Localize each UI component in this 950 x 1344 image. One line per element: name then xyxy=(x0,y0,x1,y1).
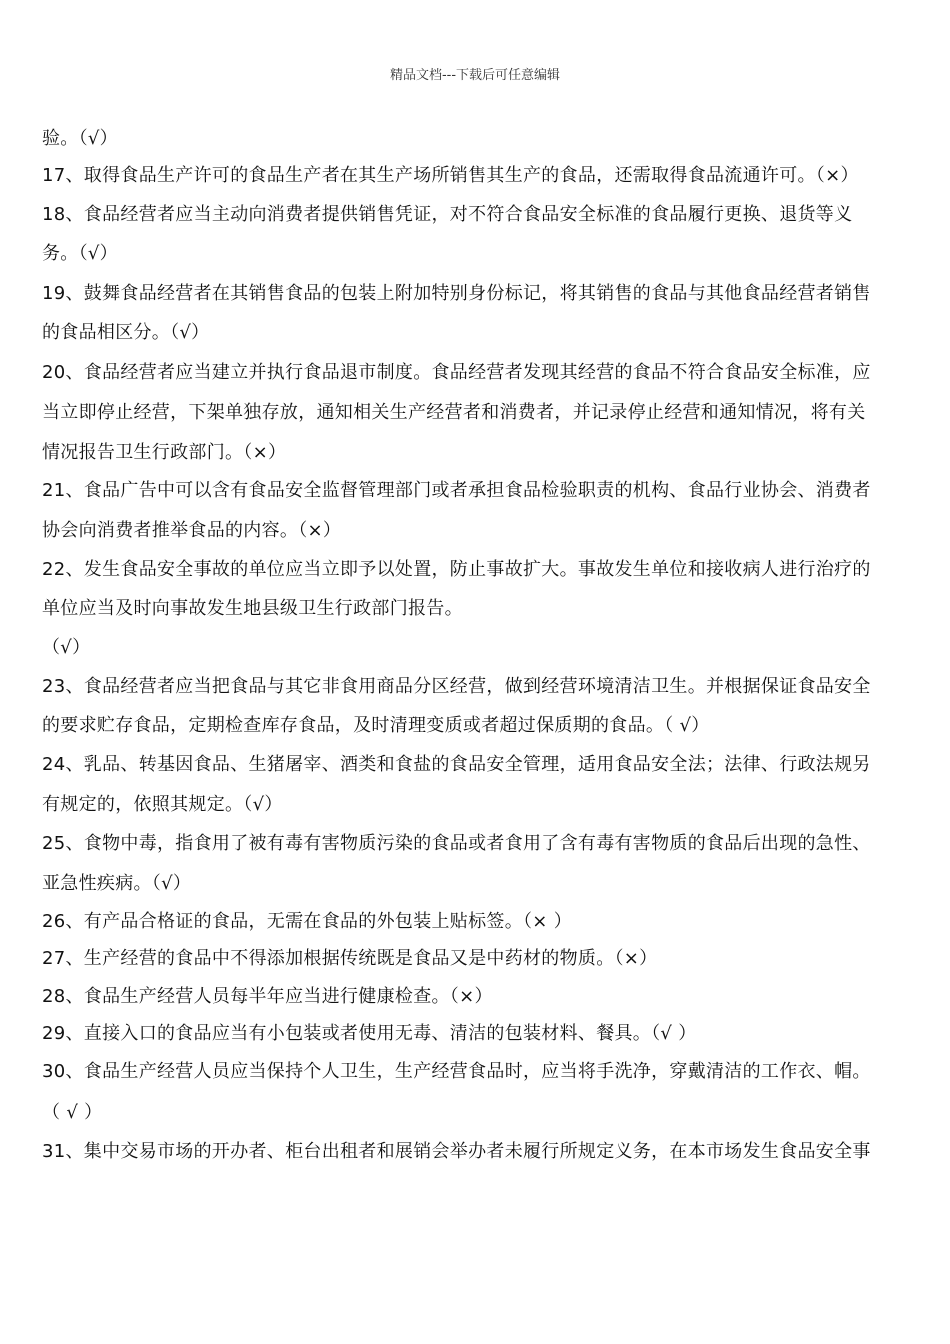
text-line: 26、有产品合格证的食品，无需在食品的外包装上贴标签。（× ） xyxy=(42,911,573,932)
text-line: 的食品相区分。（√） xyxy=(42,322,210,343)
text-line: 的要求贮存食品，定期检查库存食品，及时清理变质或者超过保质期的食品。（ √） xyxy=(42,715,710,736)
text-line: 协会向消费者推举食品的内容。（×） xyxy=(42,520,342,541)
text-line: 19、鼓舞食品经营者在其销售食品的包装上附加特别身份标记，将其销售的食品与其他食品经营者销售 xyxy=(42,283,871,304)
text-line: 17、取得食品生产许可的食品生产者在其生产场所销售其生产的食品，还需取得食品流通许可。（×） xyxy=(42,165,859,186)
text-line: 有规定的，依照其规定。（√） xyxy=(42,794,283,815)
text-line: 情况报告卫生行政部门。（×） xyxy=(42,442,287,463)
text-line: （ √ ） xyxy=(42,1102,103,1123)
text-line: 28、食品生产经营人员每半年应当进行健康检查。（×） xyxy=(42,986,493,1007)
text-line: 单位应当及时向事故发生地县级卫生行政部门报告。 xyxy=(42,598,463,619)
text-line: 22、发生食品安全事故的单位应当立即予以处置，防止事故扩大。事故发生单位和接收病人进行治疗的 xyxy=(42,559,871,580)
text-line: 25、食物中毒，指食用了被有毒有害物质污染的食品或者食用了含有毒有害物质的食品后出现的急性、 xyxy=(42,833,871,854)
text-line: 24、乳品、转基因食品、生猪屠宰、酒类和食盐的食品安全管理，适用食品安全法；法律、行政法规另 xyxy=(42,754,871,775)
text-line: 20、食品经营者应当建立并执行食品退市制度。食品经营者发现其经营的食品不符合食品安全标准，应 xyxy=(42,362,871,383)
page-header: 精品文档---下载后可任意编辑 xyxy=(389,68,561,83)
text-line: 验。（√） xyxy=(42,128,118,149)
text-line: 21、食品广告中可以含有食品安全监督管理部门或者承担食品检验职责的机构、食品行业协会、消费者 xyxy=(42,480,871,501)
text-line: 18、食品经营者应当主动向消费者提供销售凭证，对不符合食品安全标准的食品履行更换、退货等义 xyxy=(42,204,853,225)
text-line: 29、直接入口的食品应当有小包装或者使用无毒、清洁的包装材料、餐具。（√ ） xyxy=(42,1023,697,1044)
text-line: （√） xyxy=(42,637,91,658)
text-line: 30、食品生产经营人员应当保持个人卫生，生产经营食品时，应当将手洗净，穿戴清洁的工作衣、帽。 xyxy=(42,1061,871,1082)
text-line: 23、食品经营者应当把食品与其它非食用商品分区经营，做到经营环境清洁卫生。并根据保证食品安全 xyxy=(42,676,871,697)
text-line: 亚急性疾病。（√） xyxy=(42,873,192,894)
text-line: 务。（√） xyxy=(42,243,118,264)
text-line: 当立即停止经营，下架单独存放，通知相关生产经营者和消费者，并记录停止经营和通知情况，将有关 xyxy=(42,402,866,423)
text-line: 31、集中交易市场的开办者、柜台出租者和展销会举办者未履行所规定义务，在本市场发生食品安全事 xyxy=(42,1141,871,1162)
text-line: 27、生产经营的食品中不得添加根据传统既是食品又是中药材的物质。（×） xyxy=(42,948,658,969)
